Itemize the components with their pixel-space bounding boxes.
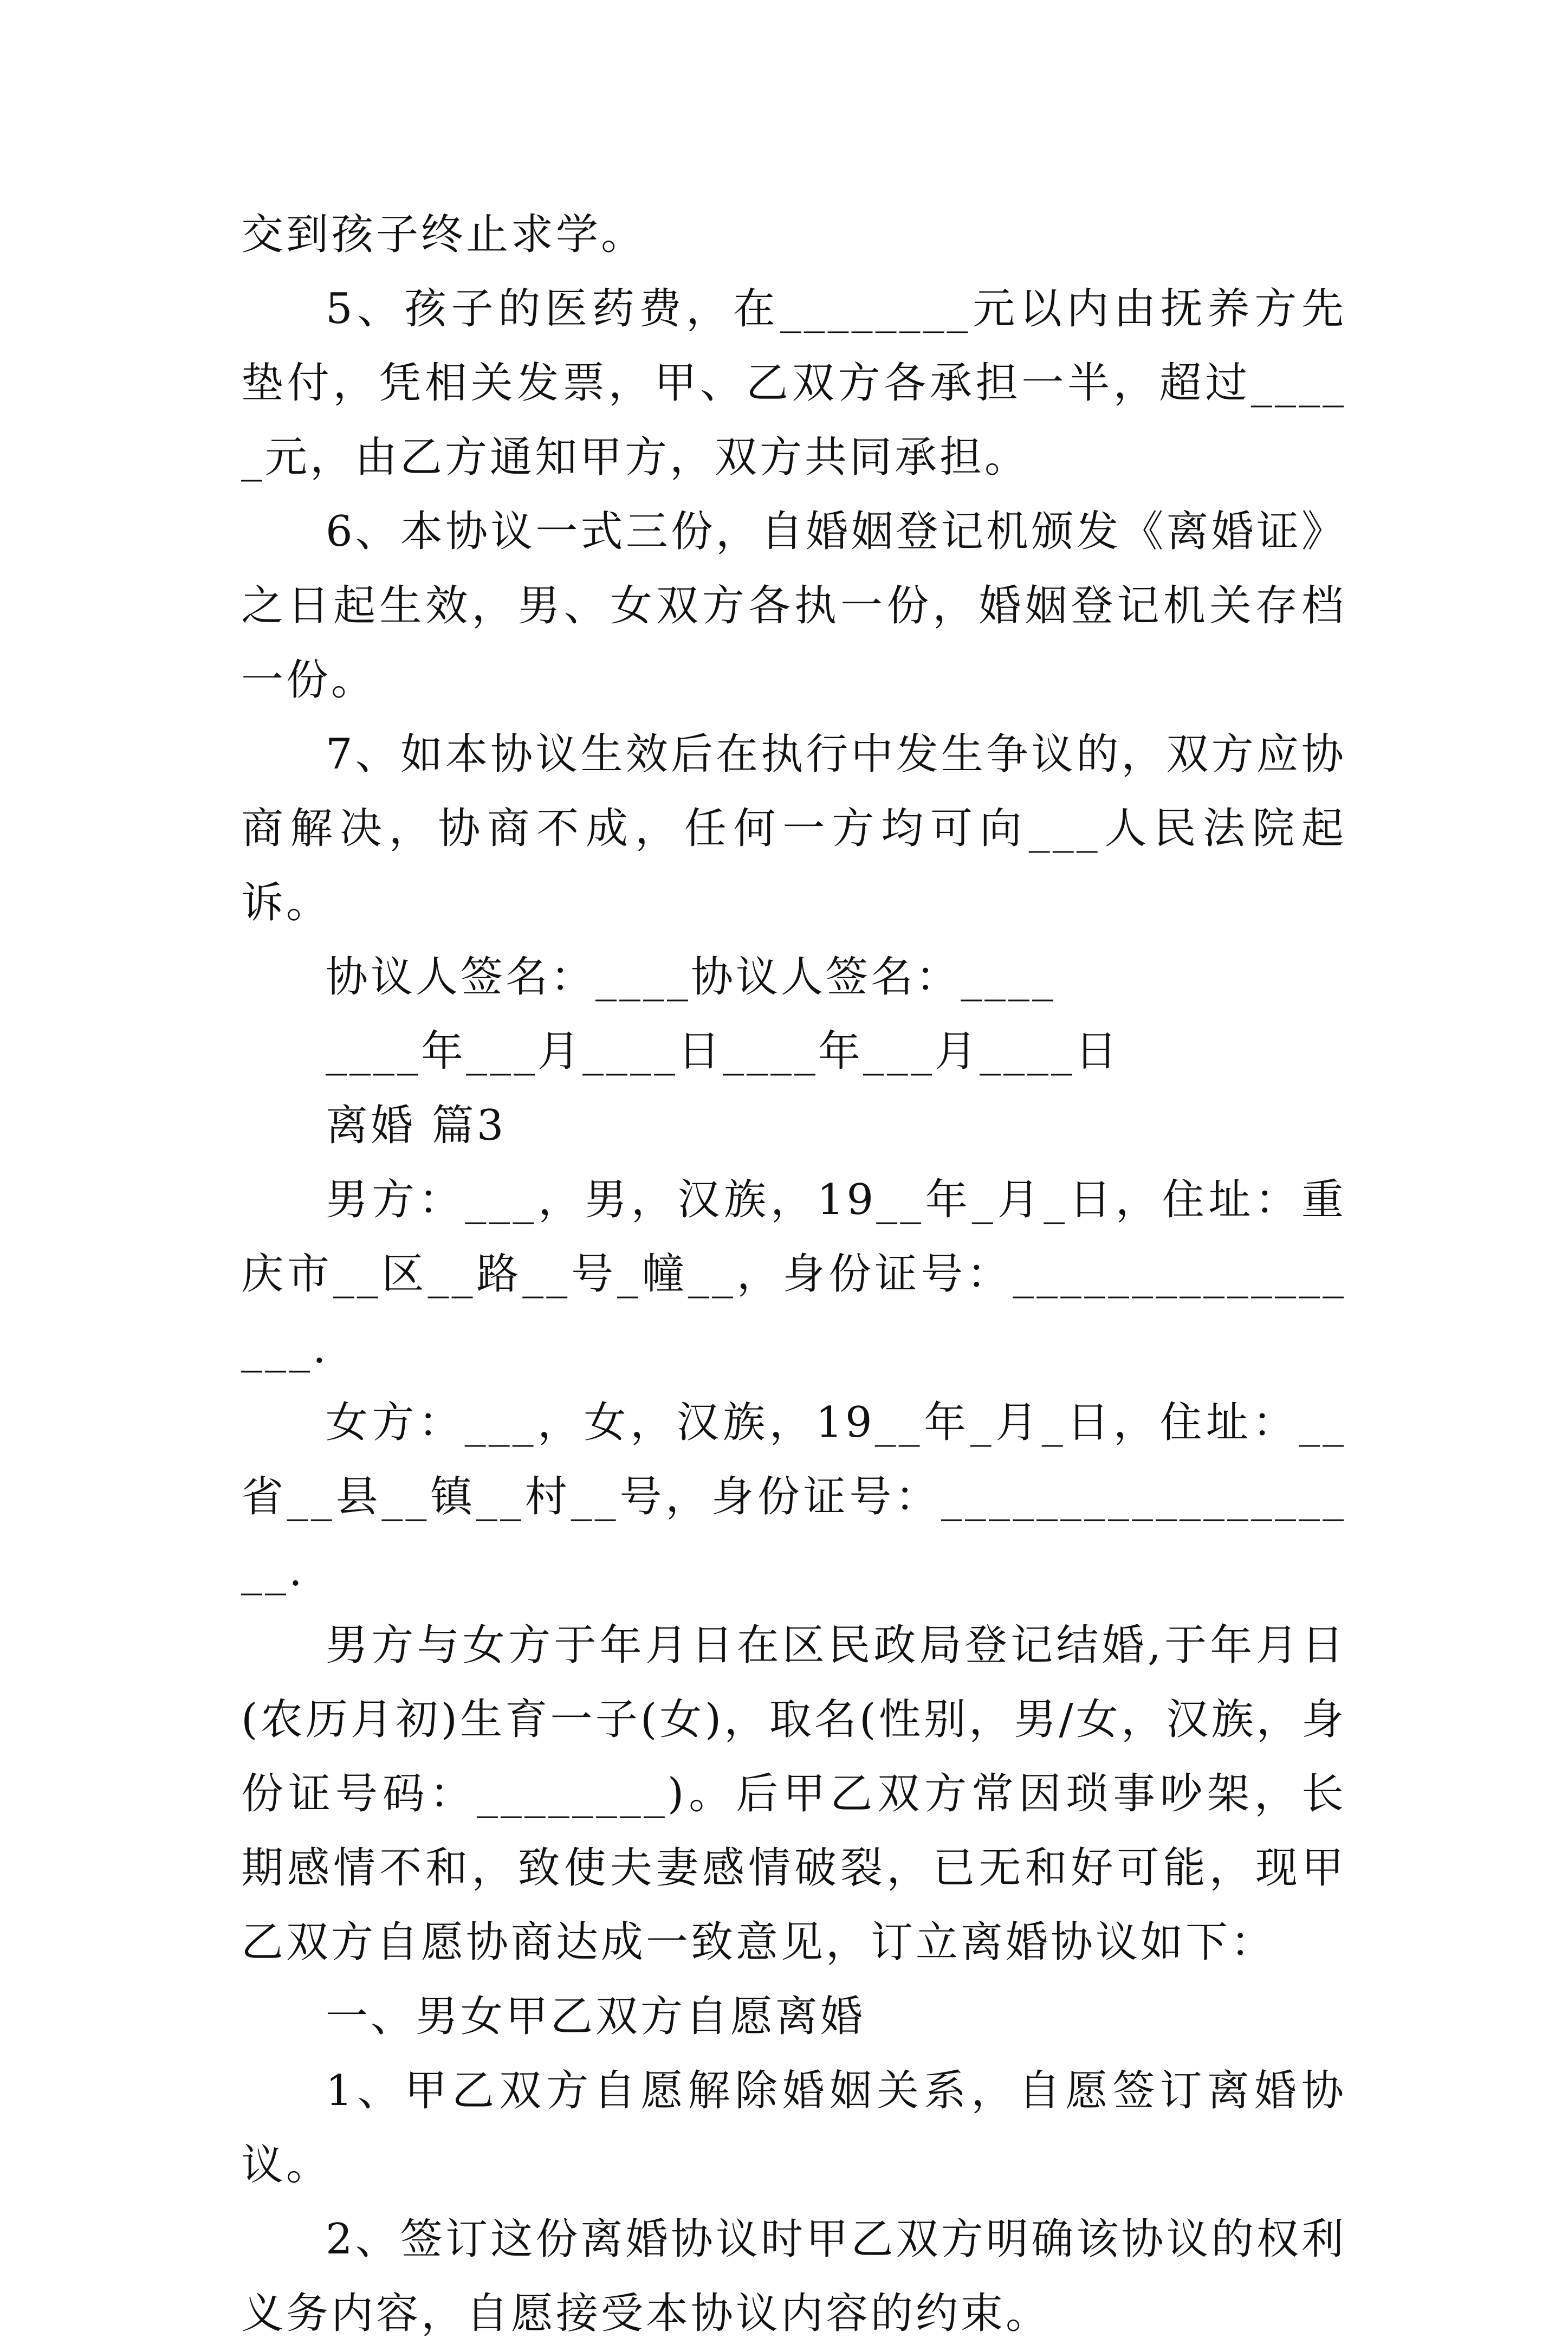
background-paragraph: 男方与女方于年月日在区民政局登记结婚,于年月日(农历月初)生育一子(女)，取名(性别，男/女，汉族，身份证号码：________)。后甲乙双方常因琐事吵架，长期感情不和，致使夫妻感情破裂，已无和好可能，现甲乙双方自愿协商达成一致意见，订立离婚协议如下： xyxy=(241,1621,1346,1967)
signature-line: 协议人签名：____协议人签名：____ xyxy=(326,953,1057,1002)
clause-5-medical-expenses: 5、孩子的医药费，在________元以内由抚养方先垫付，凭相关发票，甲、乙双方各承担一半，超过_____元，由乙方通知甲方，双方共同承担。 xyxy=(241,285,1346,482)
clause-6-copies: 6、本协议一式三份，自婚姻登记机颁发《离婚证》之日起生效，男、女双方各执一份，婚姻登记机关存档一份。 xyxy=(241,507,1346,705)
clause-7-disputes: 7、如本协议生效后在执行中发生争议的，双方应协商解决，协商不成，任何一方均可向___人民法院起诉。 xyxy=(241,730,1346,927)
date-line: ____年___月____日____年___月____日 xyxy=(326,1027,1120,1076)
section-heading: 离婚 篇3 xyxy=(326,1101,507,1150)
article-1-item-1: 1、甲乙双方自愿解除婚姻关系，自愿签订离婚协议。 xyxy=(241,2066,1346,2189)
husband-info: 男方：___，男，汉族，19__年_月_日，住址：重庆市__区__路__号_幢__，身份证号：_________________. xyxy=(241,1176,1346,1373)
paragraph-continuation: 交到孩子终止求学。 xyxy=(241,210,646,259)
article-1-item-2: 2、签订这份离婚协议时甲乙双方明确该协议的权利义务内容，自愿接受本协议内容的约束。 xyxy=(241,2215,1346,2338)
article-1-heading: 一、男女甲乙双方自愿离婚 xyxy=(326,1992,866,2041)
wife-info: 女方：___，女，汉族，19__年_月_日，住址：__省__县__镇__村__号，身份证号：___________________. xyxy=(241,1398,1346,1596)
document-body xyxy=(241,198,1346,2351)
